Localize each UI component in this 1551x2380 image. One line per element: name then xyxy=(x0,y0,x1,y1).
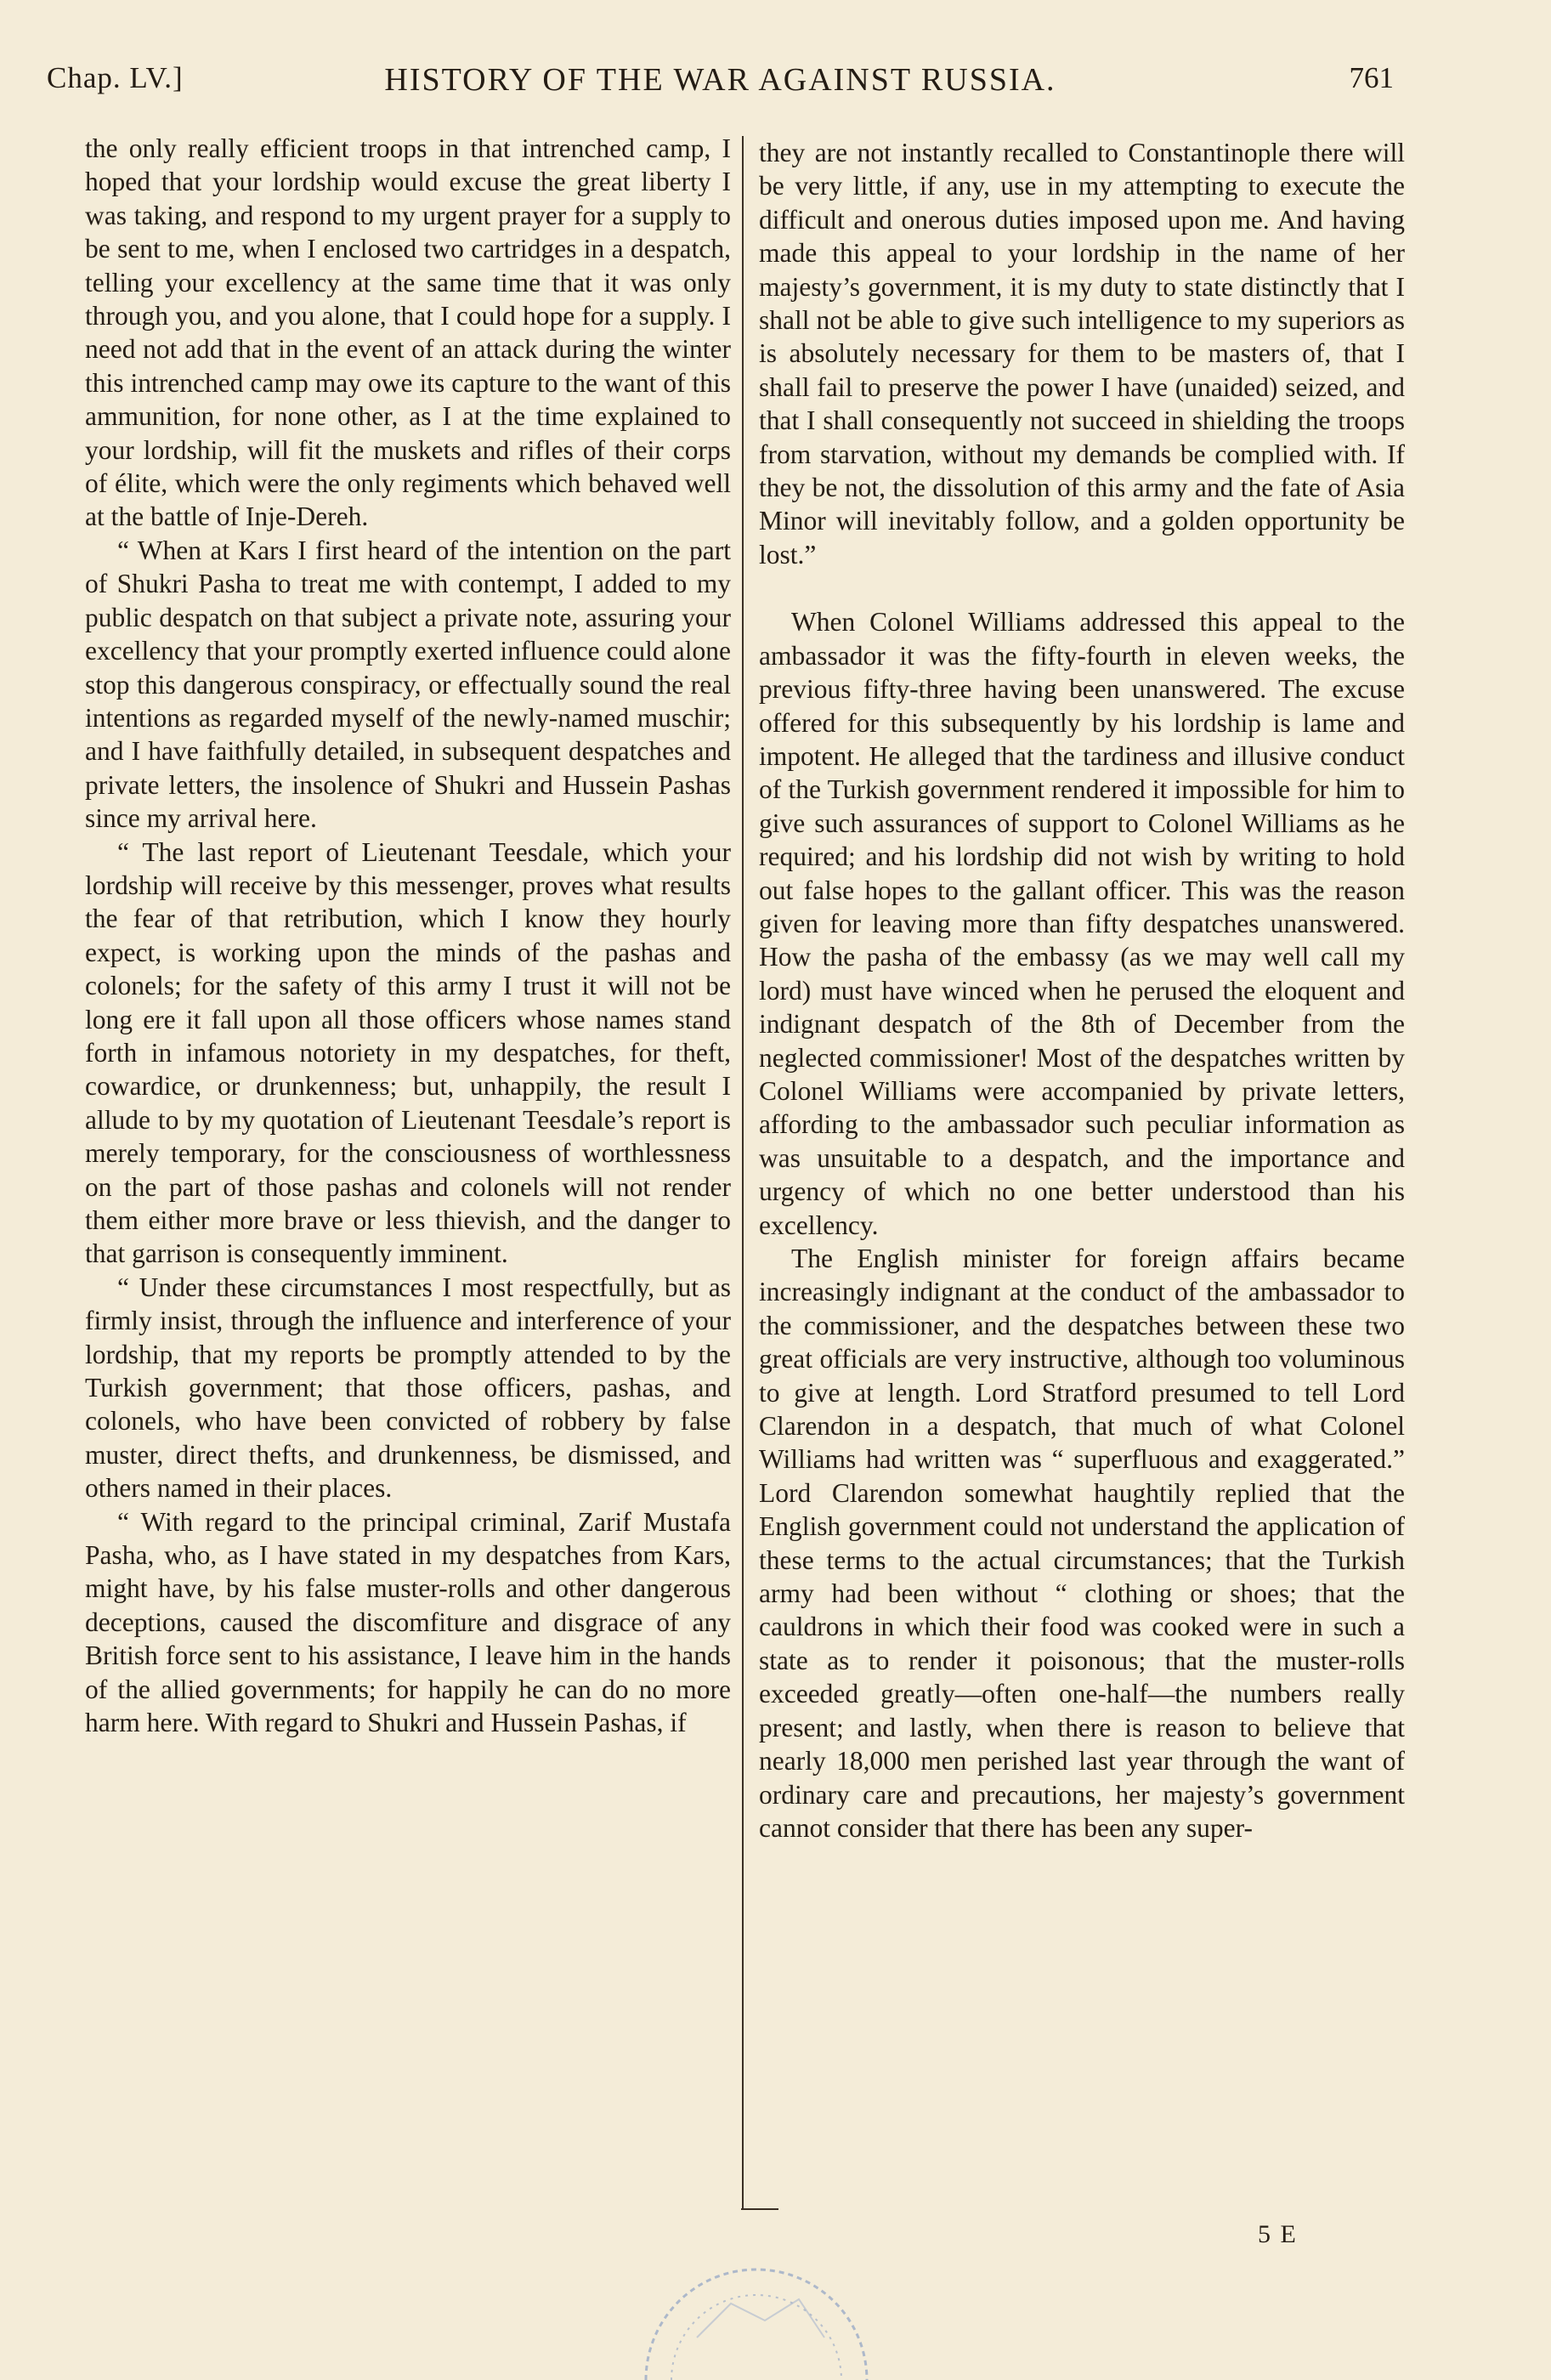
left-column xyxy=(85,132,731,1740)
left-paragraph-2: “ When at Kars I first heard of the intention on the part of Shukri Pasha to treat me with contempt, I added to my public despatch on that subject a private note, assuring your excellency that your promptly exerted influence could alone stop this dangerous conspiracy, or effectually sound the real intentions as regarded myself of the newly-named muschir; and I have faithfully detailed, in subsequent despatches and private letters, the insolence of Shukri and Hussein Pashas since my arrival here. xyxy=(85,535,731,834)
left-paragraph-4: “ Under these circumstances I most respectfully, but as firmly insist, through the influence and interference of your lordship, that my reports be promptly attended to by the Turkish government; that those officers, pashas, and colonels, who have been convicted of robbery by false muster, direct thefts, and drunkenness, be dismissed, and others named in their places. xyxy=(85,1272,731,1504)
right-paragraph-2: When Colonel Williams addressed this appeal to the ambassador it was the fifty-fourth in eleven weeks, the previous fifty-three having been unanswered. The excuse offered for this subsequently by his lordship is lame and impotent. He alleged that the tardiness and illusive conduct of the Turkish government rendered it impossible for him to give such assurances of support to Colonel Williams as he required; and his lordship did not wish by writing to hold out false hopes to the gallant officer. This was the reason given for leaving more than fifty despatches unanswered. How the pasha of the embassy (as we may well call my lord) must have winced when he perused the eloquent and indignant despatch of the 8th of December from the neglected commissioner! Most of the despatches written by Colonel Williams were accompanied by private letters, affording to the ambassador such peculiar information as was unsuitable to a despatch, and the importance and urgency of which no one better understood than his excellency. xyxy=(759,607,1405,1240)
left-paragraph-5: “ With regard to the principal criminal, Zarif Mustafa Pasha, who, as I have stated in my despatches from Kars, might have, by his false muster-rolls and other dangerous deceptions, caused the discomfiture and disgrace of any British force sent to his assistance, I leave him in the hands of the allied governments; for happily he can do no more harm here. With regard to Shukri and Hussein Pashas, if xyxy=(85,1506,731,1738)
left-paragraph-1: the only really efficient troops in that intrenched camp, I hoped that your lordship would excuse the great liberty I was taking, and respond to my urgent prayer for a supply to be sent to me, when I enclosed two cartridges in a despatch, telling your excellency at the same time that it was only through you, and you alone, that I could hope for a supply. I need not add that in the event of an attack during the winter this intrenched camp may owe its capture to the want of this ammunition, for none other, as I at the time explained to your lordship, will fit the muskets and rifles of their corps of élite, which were the only regiments which behaved well at the battle of Inje-Dereh. xyxy=(85,133,731,532)
right-column xyxy=(759,136,1405,1844)
page-number: 761 xyxy=(1349,61,1394,94)
left-paragraph-3: “ The last report of Lieutenant Teesdale, which your lordship will receive by this messenger, proves what results the fear of that retribution, which I know they hourly expect, is working upon the minds of the pashas and colonels; for the safety of this army I trust it will not be long ere it fall upon all those officers whose names stand forth in infamous notoriety in my despatches, for theft, cowardice, or drunkenness; but, unhappily, the result I allude to by my quotation of Lieutenant Teesdale’s report is merely temporary, for the consciousness of worthlessness on the part of those pashas and colonels will not render them either more brave or less thievish, and the danger to that garrison is consequently imminent. xyxy=(85,836,731,1269)
running-header xyxy=(47,61,1394,112)
right-paragraph-3: The English minister for foreign affairs became increasingly indignant at the conduct of the ambassador to the commissioner, and the despatches between these two great officials are very instructive, although too voluminous to give at length. Lord Stratford presumed to tell Lord Clarendon in a despatch, that much of what Colonel Williams had written was “ superfluous and exaggerated.” Lord Clarendon somewhat haughtily replied that the English government could not understand the application of these terms to the actual circumstances; that the Turkish army had been without “ clothing or shoes; that the cauldrons in which their food was cooked were in such a state as to render it poisonous; that the muster-rolls exceeded greatly—often one-half—the numbers really present; and lastly, when there is reason to believe that nearly 18,000 men perished last year through the want of ordinary care and precautions, her majesty’s government cannot consider that there has been any super- xyxy=(759,1244,1405,1843)
signature-mark: 5 E xyxy=(1258,2220,1298,2248)
running-title: HISTORY OF THE WAR AGAINST RUSSIA. xyxy=(384,62,1056,98)
library-stamp-icon xyxy=(629,2210,884,2380)
right-paragraph-1: they are not instantly recalled to Constantinople there will be very little, if any, use in my attempting to execute the difficult and onerous duties imposed upon me. And having made this appeal to your lordship in the name of her majesty’s government, it is my duty to state distinctly that I shall not be able to give such intelligence to my superiors as is absolutely necessary for them to be masters of, that I shall fail to preserve the power I have (unaided) seized, and that I shall consequently not succeed in shielding the troops from starvation, without my demands be complied with. If they be not, the dissolution of this army and the fate of Asia Minor will inevitably follow, and a golden opportunity be lost.” xyxy=(759,138,1405,570)
chapter-label: Chap. LV.] xyxy=(47,61,184,94)
column-divider xyxy=(742,136,744,2210)
